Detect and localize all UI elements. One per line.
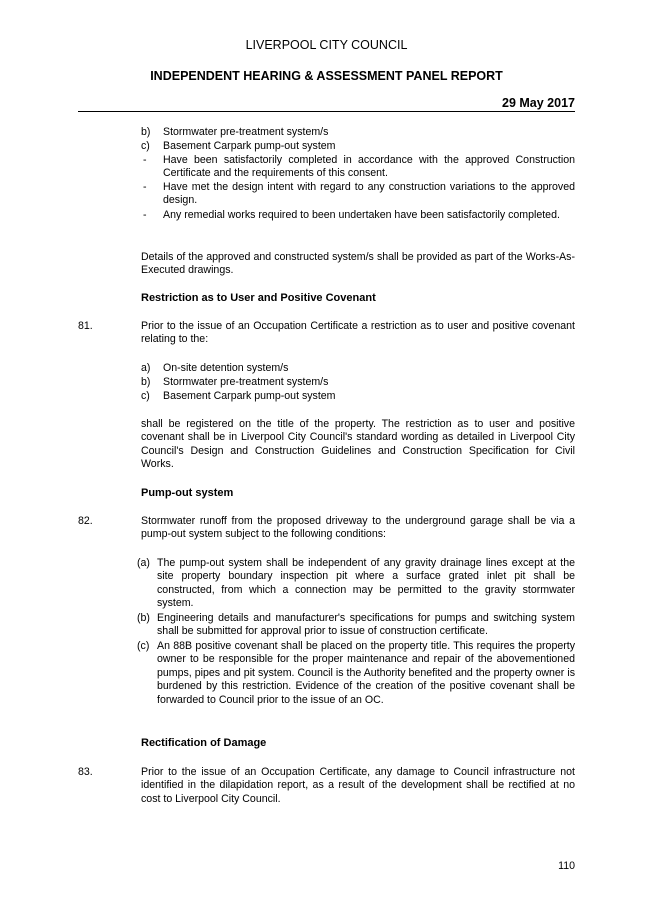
list-item: Basement Carpark pump-out system [163, 140, 336, 152]
list-item-marker: c) [141, 140, 150, 152]
list-item: Any remedial works required to been undertaken have been satisfactorily completed. [163, 209, 560, 221]
list-item: The pump-out system shall be independent of any gravity drainage lines except at the site property boundary inspection pit where a surface grated inlet pit shall be constructed, from which a connection may be permitted to the gravity stormwater system. [157, 557, 575, 610]
condition-text: Prior to the issue of an Occupation Certificate, any damage to Council infrastructure not identified in the dilapidation report, as a result of the development shall be rectified at no cost to Liverpool City Council. [141, 766, 575, 805]
closing-paragraph: shall be registered on the title of the property. The restriction as to user and positive covenant shall be in Liverpool City Council's standard wording as detailed in Liverpool City Council's Design and Construction Guidelines and Construction Specification for Civil Works. [141, 418, 575, 471]
condition-number: 83. [78, 766, 93, 778]
condition-number: 81. [78, 320, 93, 332]
report-title: INDEPENDENT HEARING & ASSESSMENT PANEL REPORT [150, 69, 503, 83]
list-item-marker: - [143, 154, 147, 166]
list-item: Stormwater pre-treatment system/s [163, 376, 329, 388]
list-item: Stormwater pre-treatment system/s [163, 126, 329, 138]
details-paragraph: Details of the approved and constructed system/s shall be provided as part of the Works-As-Executed drawings. [141, 251, 575, 277]
section-heading: Rectification of Damage [141, 737, 267, 749]
list-item-marker: (b) [137, 612, 150, 624]
list-item: Basement Carpark pump-out system [163, 390, 336, 402]
list-item: Have met the design intent with regard to any construction variations to the approved design. [163, 181, 575, 207]
condition-text: Stormwater runoff from the proposed driveway to the underground garage shall be via a pump-out system subject to the following conditions: [141, 515, 575, 541]
list-item: Have been satisfactorily completed in accordance with the approved Construction Certificate and the requirements of this consent. [163, 154, 575, 180]
report-date: 29 May 2017 [502, 96, 575, 110]
list-item: Engineering details and manufacturer's specifications for pumps and switching system shall be submitted for approval prior to issue of construction certificate. [157, 612, 575, 638]
page-number: 110 [558, 860, 575, 872]
condition-text: Prior to the issue of an Occupation Certificate a restriction as to user and positive covenant relating to the: [141, 320, 575, 346]
list-item-marker: (c) [137, 640, 150, 652]
section-heading: Pump-out system [141, 487, 234, 499]
condition-number: 82. [78, 515, 93, 527]
list-item-marker: - [143, 181, 147, 193]
list-item-marker: a) [141, 362, 151, 374]
list-item-marker: - [143, 209, 147, 221]
list-item-marker: b) [141, 126, 151, 138]
list-item: On-site detention system/s [163, 362, 289, 374]
list-item-marker: (a) [137, 557, 150, 569]
list-item-marker: c) [141, 390, 150, 402]
header-rule [78, 111, 575, 112]
list-item-marker: b) [141, 376, 151, 388]
council-name: LIVERPOOL CITY COUNCIL [245, 38, 408, 52]
list-item: An 88B positive covenant shall be placed on the property title. This requires the property owner to be responsible for the proper maintenance and repair of the abovementioned pumps, pipes and pit system. Council is the Authority benefited and the property owner is burdened by this restriction. Evidence of the creation of the positive covenant shall be forwarded to Council prior to the issue of an OC. [157, 640, 575, 706]
section-heading: Restriction as to User and Positive Covenant [141, 292, 376, 304]
